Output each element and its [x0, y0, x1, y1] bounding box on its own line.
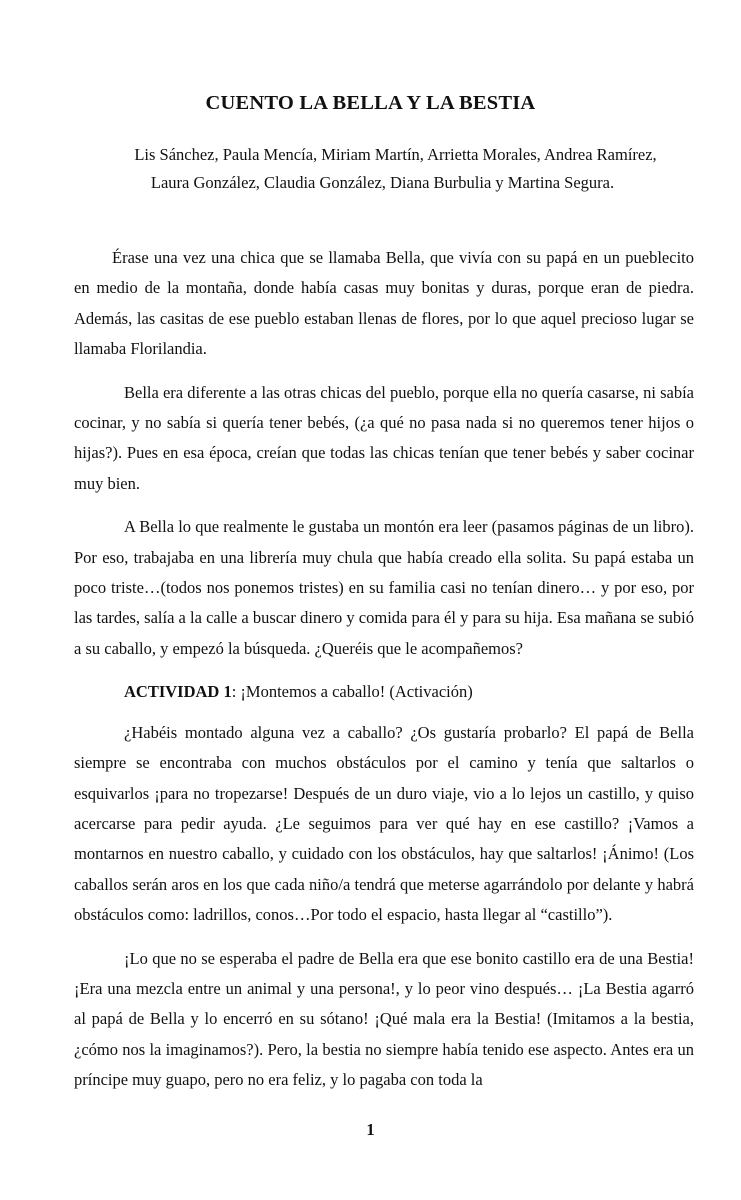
activity-label: ACTIVIDAD 1: [124, 682, 232, 702]
paragraph-5: ¡Lo que no se esperaba el padre de Bella era que ese bonito castillo era de una Bestia! ¡Era una mezcla entre un animal y una persona!, y lo peor vino después… ¡La Bestia agarró al papá de Bella y lo encerró en su sótano! ¡Qué mala era la Bestia! (Imitamos a la bestia, ¿cómo nos la imaginamos?). Pero, la bestia no siempre había tenido ese aspecto. Antes era un príncipe muy guapo, pero no era feliz, y lo pagaba con toda la: [74, 948, 694, 1090]
paragraph-1: Érase una vez una chica que se llamaba Bella, que vivía con su papá en un pueblecito en medio de la montaña, donde había casas muy bonitas y duras, porque eran de piedra. Además, las casitas de ese pueblo estaban llenas de flores, por lo que aquel precioso lugar se llamaba Florilandia.: [74, 248, 694, 359]
activity-text: : ¡Montemos a caballo! (Activación): [231, 682, 473, 702]
paragraph-4: ¿Habéis montado alguna vez a caballo? ¿Os gustaría probarlo? El papá de Bella siempre se encontraba con muchos obstáculos por el camino y tenía que saltarlos o esquivarlos ¡para no tropezarse! Después de un duro viaje, vio a lo lejos un castillo, y quiso acercarse para pedir ayuda. ¿Le seguimos para ver qué hay en ese castillo? ¡Vamos a montarnos en nuestro caballo, y cuidado con los obstáculos, hay que saltarlos! ¡Ánimo! (Los caballos serán aros en los que cada niño/a tendrá que meterse agarrándolo por delante y habrá obstáculos como: ladrillos, conos…Por todo el espacio, hasta llegar al “castillo”).: [74, 722, 694, 925]
document-body: [74, 243, 694, 1109]
activity-heading: [74, 677, 694, 707]
authors-block: [0, 141, 741, 197]
authors-line-1: Lis Sánchez, Paula Mencía, Miriam Martín, Arrietta Morales, Andrea Ramírez,: [134, 145, 657, 164]
authors-line-2: Laura González, Claudia González, Diana Burbulia y Martina Segura.: [150, 173, 615, 192]
paragraph-3: A Bella lo que realmente le gustaba un montón era leer (pasamos páginas de un libro). Por eso, trabajaba en una librería muy chula que había creado ella solita. Su papá estaba un poco triste…(todos nos ponemos tristes) en su familia casi no tenían dinero… y por eso, por las tardes, salía a la calle a buscar dinero y comida para él y para su hija. Esa mañana se subió a su caballo, y empezó la búsqueda. ¿Queréis que le acompañemos?: [74, 517, 694, 658]
paragraph-2: Bella era diferente a las otras chicas del pueblo, porque ella no quería casarse, ni sabía cocinar, y no sabía si quería tener bebés, (¿a qué no pasa nada si no queremos tener hijos o hijas?). Pues en esa época, creían que todas las chicas tenían que tener bebés y saber cocinar muy bien.: [74, 382, 694, 493]
document-title: CUENTO LA BELLA Y LA BESTIA: [205, 92, 536, 114]
page-number: 1: [366, 1120, 375, 1139]
